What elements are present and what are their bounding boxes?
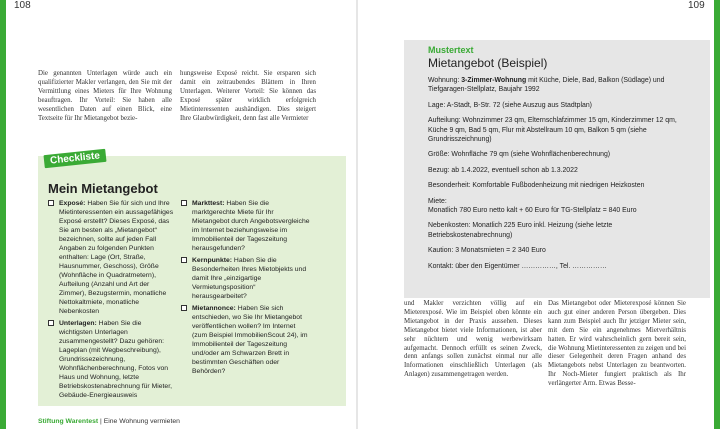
item-term: Markttest: xyxy=(192,200,225,207)
item-term: Exposé: xyxy=(59,200,86,207)
row-lage: Lage: A-Stadt, B-Str. 72 (siehe Auszug aus Stadtplan) xyxy=(428,101,592,109)
item-text: Haben Sie für sich und Ihre Mietinteressenten ein aussagefähiges Exposé erstellt? Dieses Exposé, das Sie am besten als „Mietangebot“ bezeichnen, sollte auf jeden Fall Angaben zu folgenden Punkten enthalten: Lage (Ort, Straße, Hausnummer, Geschoss), Größe (Wohnfläche in Quadratmetern), Aufteilung (Anzahl und Art der Zimmer), Bezugstermin, monatliche Nettokaltmiete, monatliche Nebenkosten xyxy=(59,200,174,315)
mustertext-title: Mietangebot (Beispiel) xyxy=(428,56,548,70)
item-term: Unterlagen: xyxy=(59,320,97,327)
page-gutter xyxy=(356,0,358,429)
mustertext-tag: Mustertext xyxy=(428,45,474,55)
checkbox[interactable] xyxy=(181,305,187,311)
right-edge-stripe xyxy=(714,0,720,429)
footer-title: Eine Wohnung vermieten xyxy=(103,418,180,425)
left-edge-stripe xyxy=(0,0,6,429)
footer-brand: Stiftung Warentest xyxy=(38,418,99,425)
top-bar xyxy=(0,0,720,12)
row-kaution: Kaution: 3 Monatsmieten = 2 340 Euro xyxy=(428,247,546,255)
left-body-col2: hungsweise Exposé reicht. Sie ersparen sich damit ein zeitraubendes Blättern in Ihren Unterlagen. Weiterer Vorteil: Sie können das Exposé später wirklich erfolgreich Mietinteressenten aushändigen. Dies steigert Ihre Glaubwürdigkeit, denn fast alle Vermieter xyxy=(180,70,316,122)
item-text: Haben Sie die marktgerechte Miete für Ihr Mietangebot durch Angebotsvergleiche im Internet beziehungsweise im Immobilienteil der Tageszeitung herausgefunden? xyxy=(192,200,310,252)
page-number-right: 109 xyxy=(688,0,705,11)
row-miete: Miete: Monatlich 780 Euro netto kalt + 60 Euro für TG-Stellplatz = 840 Euro xyxy=(428,197,637,215)
item-term: Kernpunkte: xyxy=(192,257,233,264)
checklist-item-unterlagen[interactable] xyxy=(48,319,174,400)
item-text: Haben Sie die Besonderheiten Ihres Mietobjekts und damit Ihre „einzigartige Vermietungsposition“ herausgearbeitet? xyxy=(192,257,307,300)
footer xyxy=(38,418,180,425)
row-besonderheit: Besonderheit: Komfortable Fußbodenheizung mit niedrigen Heizkosten xyxy=(428,182,645,190)
mustertext-body xyxy=(428,76,698,277)
checklist-item-expose[interactable] xyxy=(48,199,174,316)
checklist-title: Mein Mietangebot xyxy=(48,181,158,196)
row-kontakt: Kontakt: über den Eigentümer ……………, Tel. …………… xyxy=(428,262,607,270)
checkbox[interactable] xyxy=(48,200,54,206)
item-text: Haben Sie die wichtigsten Unterlagen zusammengestellt? Dazu gehören: Lageplan (mit Wegbeschreibung), Grundrissezeichnung, Wohnflächenberechnung, Fotos von Haus und Wohnung, letzte Betriebskostenabrechnung für Mieter, Gebäude-Energieausweis xyxy=(59,320,172,399)
right-body-col1: und Makler verzichten völlig auf ein Mieterexposé. Wie im Beispiel oben könnte ein Mietangebot in der Praxis aussehen. Dieses Mietangebot bietet viele Informationen, ist aber sehr nüchtern und wenig werbewirksam aufgemacht. Dennoch erfüllt es seinen Zweck, denn anfangs sollen zunächst einmal nur alle Informationen einschließlich Unterlagen (als Anlagen) zusammengetragen werden. xyxy=(404,300,542,379)
row-aufteilung: Aufteilung: Wohnzimmer 23 qm, Elternschlafzimmer 15 qm, Kinderzimmer 12 qm, Küche 9 qm, Bad 5 qm, Flur mit Abstellraum 10 qm, Balkon 5 qm (siehe Grundrisszeichnung) xyxy=(428,117,677,144)
checklist-item-kernpunkte[interactable] xyxy=(181,256,311,301)
checklist-item-markttest[interactable] xyxy=(181,199,311,253)
checklist-left-column xyxy=(48,199,174,403)
page-number-left: 108 xyxy=(14,0,31,11)
left-body-col1: Die genannten Unterlagen würde auch ein qualifizierter Makler verlangen, den Sie mit der Vermittlung eines Mieters für Ihre Wohnung beauftragen. Ihr Vorteil: Sie haben alle wesentlichen Daten auf einen Blick, eine Textseite für Ihr Mietangebot bezie- xyxy=(38,70,172,122)
row-bezug: Bezug: ab 1.4.2022, eventuell schon ab 1.3.2022 xyxy=(428,166,578,174)
checkbox[interactable] xyxy=(181,257,187,263)
checklist-tag: Checkliste xyxy=(43,149,106,168)
row-nebenkosten: Nebenkosten: Monatlich 225 Euro inkl. Heizung (siehe letzte Betriebskostenabrechnung) xyxy=(428,222,613,239)
checkbox[interactable] xyxy=(48,320,54,326)
right-body-col2: Das Mietangebot oder Mieterexposé können Sie auch gut einer anderen Person übergeben. Dies kann zum Beispiel auch Ihr jetziger Mieter sein, mit dem Sie ein angenehmes Mietverhältnis hatten. Er wird wahrscheinlich gern bereit sein, die Wohnung Mietinteressenten zu zeigen und bei dieser Gelegenheit deren Fragen anhand des Mietangebots nebst Unterlagen zu beantworten. Ihr Noch-Mieter fungiert praktisch als Ihr verlängerter Arm. Etwas Besse- xyxy=(548,300,686,388)
footer-separator: | xyxy=(98,418,104,425)
checkbox[interactable] xyxy=(181,200,187,206)
checklist-right-column xyxy=(181,199,311,379)
item-term: Mietannonce: xyxy=(192,305,236,312)
checklist-item-mietannonce[interactable] xyxy=(181,304,311,376)
row-wohnung: Wohnung: 3-Zimmer-Wohnung mit Küche, Diele, Bad, Balkon (Südlage) und Tiefgaragen-Stellplatz, Baujahr 1992 xyxy=(428,77,665,94)
row-groesse: Größe: Wohnfläche 79 qm (siehe Wohnflächenberechnung) xyxy=(428,151,611,159)
item-text: Haben Sie sich entschieden, wo Sie Ihr Mietangebot veröffentlichen wollen? Im Internet (zum Beispiel ImmobilienScout 24), im Immobilienteil der Tageszeitung und/oder am Schwarzen Brett in bestimmten Geschäften oder Behörden? xyxy=(192,305,308,375)
